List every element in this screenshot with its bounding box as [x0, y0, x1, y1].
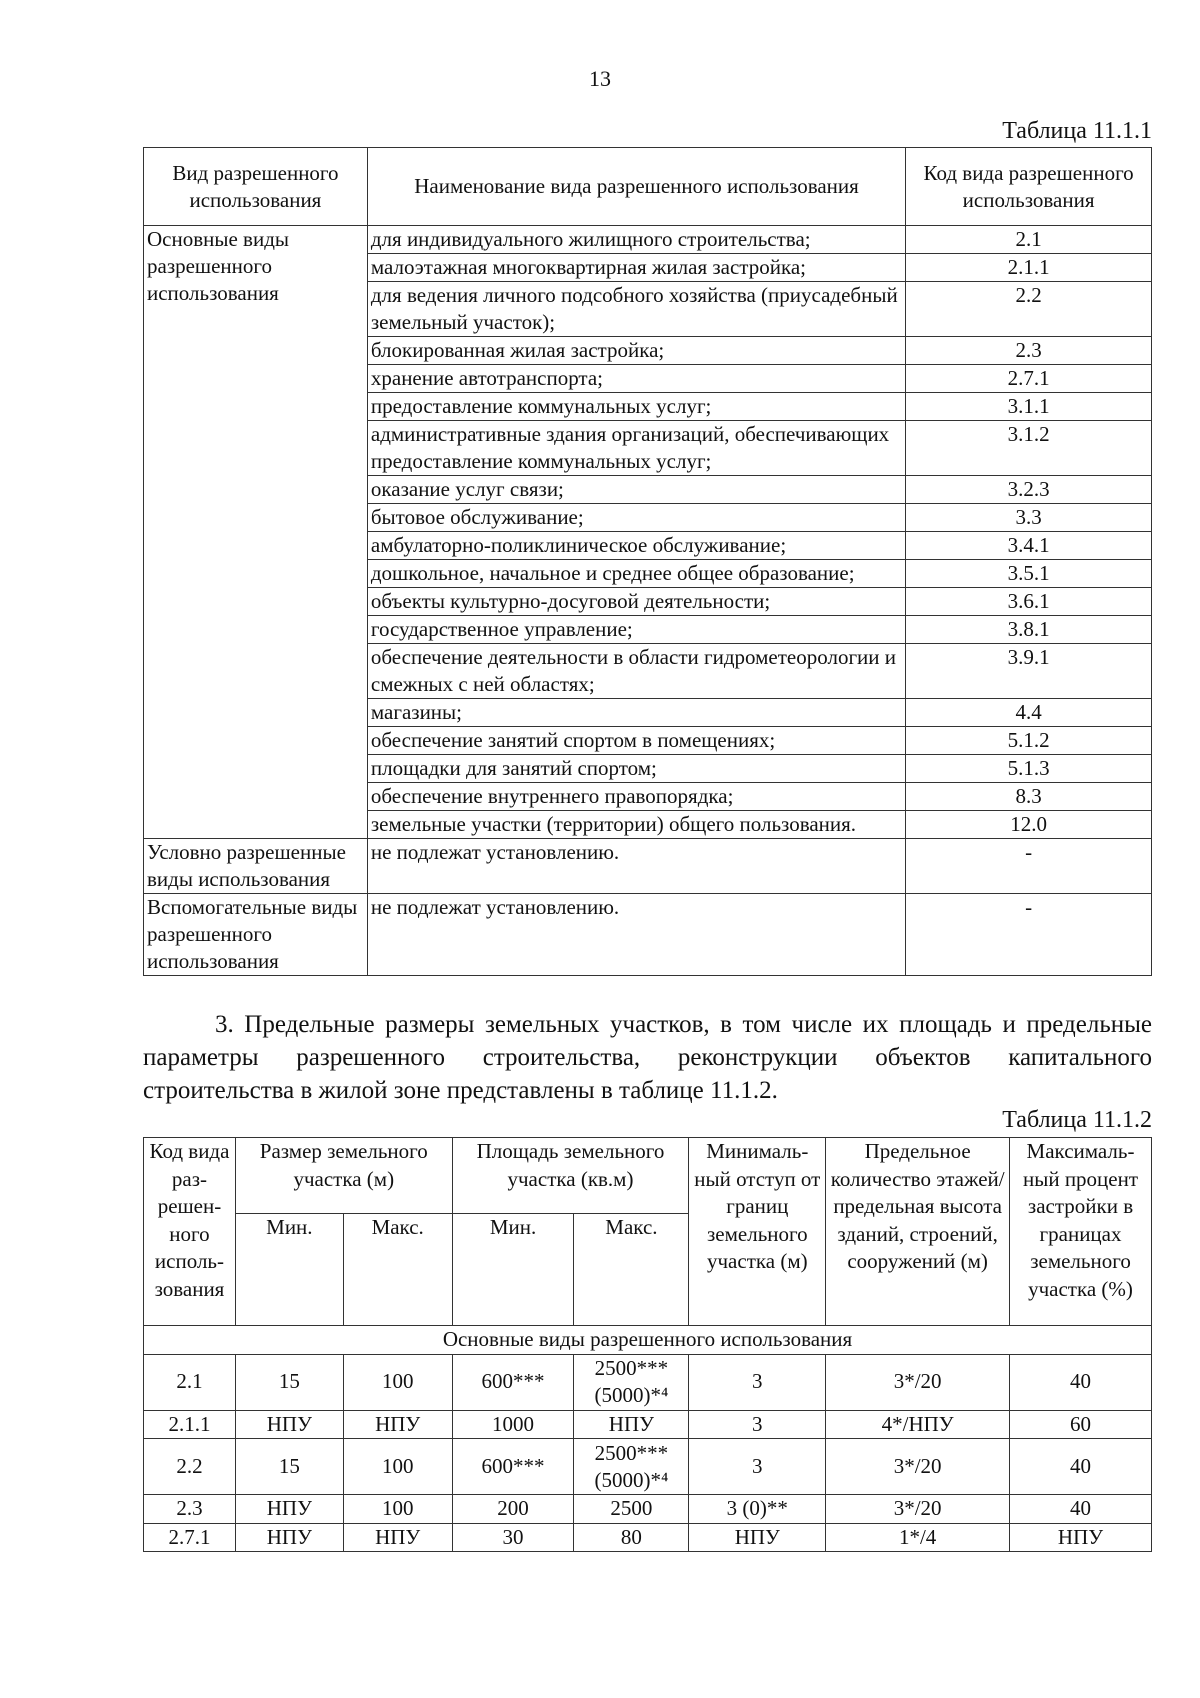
table-cell-coverage: 40 — [1010, 1495, 1152, 1524]
header-min-setback: Минималь-ный отступ от границ земельного участка (м) — [689, 1138, 826, 1326]
table-cell-setback: 3 — [689, 1354, 826, 1410]
area-max-value: НПУ — [608, 1411, 654, 1436]
table-cell-size-min: 15 — [235, 1354, 343, 1410]
table-cell-code: 4.4 — [906, 699, 1152, 727]
header-code: Код вида раз-решен-ного исполь-зования — [144, 1138, 236, 1326]
table-cell-name: блокированная жилая застройка; — [367, 337, 905, 365]
table-row — [144, 1439, 1152, 1495]
group-label-auxiliary: Вспомогательные виды разрешенного использования — [144, 894, 368, 976]
header-code: Код вида разрешенного использования — [906, 148, 1152, 226]
table-cell-code: 12.0 — [906, 811, 1152, 839]
table-cell-name: обеспечение внутреннего правопорядка; — [367, 783, 905, 811]
table-cell-name: малоэтажная многоквартирная жилая застройка; — [367, 254, 905, 282]
table-cell-code: 3.4.1 — [906, 532, 1152, 560]
table-cell-area-min: 600*** — [452, 1354, 574, 1410]
table-cell-size-min: 15 — [235, 1439, 343, 1495]
table-cell-setback: 3 — [689, 1439, 826, 1495]
table-cell-code: - — [906, 839, 1152, 894]
table-cell-code: 3.6.1 — [906, 588, 1152, 616]
table-row — [144, 1354, 1152, 1410]
table-cell-code: 2.7.1 — [906, 365, 1152, 393]
table-cell-floors: 3*/20 — [826, 1439, 1010, 1495]
table-cell-area-min: 600*** — [452, 1439, 574, 1495]
table-cell-area-max — [574, 1354, 689, 1410]
table-cell-code: 2.1 — [144, 1354, 236, 1410]
table-cell-area-max — [574, 1410, 689, 1439]
table-cell-coverage: 40 — [1010, 1439, 1152, 1495]
table-cell-area-max — [574, 1495, 689, 1524]
table-cell-setback: 3 — [689, 1410, 826, 1439]
table-cell-code: 3.1.1 — [906, 393, 1152, 421]
table-cell-area-max — [574, 1439, 689, 1495]
table-cell-name: не подлежат установлению. — [367, 839, 905, 894]
table-cell-name: административные здания организаций, обеспечивающих предоставление коммунальных услуг; — [367, 421, 905, 476]
table-row — [144, 226, 1152, 254]
header-floors: Предельное количество этажей/ предельная высота зданий, строений, сооружений (м) — [826, 1138, 1010, 1326]
table-cell-name: не подлежат установлению. — [367, 894, 905, 976]
area-max-value: 80 — [620, 1524, 642, 1549]
group-label-conditional: Условно разрешенные виды использования — [144, 839, 368, 894]
table2-caption: Таблица 11.1.2 — [1002, 1107, 1152, 1133]
table-row — [144, 1495, 1152, 1524]
table-cell-code: - — [906, 894, 1152, 976]
table-cell-name: для ведения личного подсобного хозяйства (приусадебный земельный участок); — [367, 282, 905, 337]
section-label: Основные виды разрешенного использования — [144, 1326, 1152, 1355]
table-cell-size-min: НПУ — [235, 1495, 343, 1524]
body-paragraph: 3. Предельные размеры земельных участков, в том числе их площадь и предельные параметры разрешенного строительства, реконструкции объектов капитального строительства в жилой зоне представлены в таблице 11.1.2. — [143, 1011, 1152, 1104]
table-cell-name: дошкольное, начальное и среднее общее образование; — [367, 560, 905, 588]
table-cell-area-min: 30 — [452, 1523, 574, 1552]
table-cell-code: 2.1.1 — [906, 254, 1152, 282]
table-cell-size-max: НПУ — [343, 1523, 452, 1552]
table-cell-code: 3.8.1 — [906, 616, 1152, 644]
area-max-value: 2500*** — [594, 1440, 669, 1465]
header-area-max: Макс. — [574, 1214, 689, 1326]
table-cell-code: 3.1.2 — [906, 421, 1152, 476]
table-cell-floors: 3*/20 — [826, 1495, 1010, 1524]
table-cell-floors: 4*/НПУ — [826, 1410, 1010, 1439]
header-plot-size: Размер земельного участка (м) — [235, 1138, 452, 1214]
table-cell-code: 3.3 — [906, 504, 1152, 532]
header-size-min: Мин. — [235, 1214, 343, 1326]
header-type: Вид разрешенного использования — [144, 148, 368, 226]
table-cell-name: объекты культурно-досуговой деятельности; — [367, 588, 905, 616]
page-number: 13 — [589, 66, 611, 91]
table1-caption: Таблица 11.1.1 — [1002, 118, 1152, 144]
table-cell-name: хранение автотранспорта; — [367, 365, 905, 393]
table-cell-code: 3.5.1 — [906, 560, 1152, 588]
table-cell-name: земельные участки (территории) общего пользования. — [367, 811, 905, 839]
table-cell-size-max: 100 — [343, 1439, 452, 1495]
table-cell-code: 3.9.1 — [906, 644, 1152, 699]
table-cell-name: бытовое обслуживание; — [367, 504, 905, 532]
table-cell-area-max — [574, 1523, 689, 1552]
table-cell-coverage: 40 — [1010, 1354, 1152, 1410]
table-cell-name: предоставление коммунальных услуг; — [367, 393, 905, 421]
table-cell-size-max: 100 — [343, 1354, 452, 1410]
table-cell-size-max: НПУ — [343, 1410, 452, 1439]
table-cell-name: обеспечение деятельности в области гидрометеорологии и смежных с ней областях; — [367, 644, 905, 699]
area-max-value: 2500*** — [594, 1356, 669, 1380]
table-cell-coverage: 60 — [1010, 1410, 1152, 1439]
table-cell-code: 2.3 — [144, 1495, 236, 1524]
table-cell-code: 5.1.3 — [906, 755, 1152, 783]
header-size-max: Макс. — [343, 1214, 452, 1326]
table-cell-size-min: НПУ — [235, 1410, 343, 1439]
table-cell-size-max: 100 — [343, 1495, 452, 1524]
table-cell-name: государственное управление; — [367, 616, 905, 644]
table-cell-code: 2.1 — [906, 226, 1152, 254]
table-cell-code: 8.3 — [906, 783, 1152, 811]
table-cell-code: 2.1.1 — [144, 1410, 236, 1439]
table-11-1-1 — [143, 147, 1152, 976]
table-cell-setback: НПУ — [689, 1523, 826, 1552]
table-cell-size-min: НПУ — [235, 1523, 343, 1552]
table-cell-floors: 1*/4 — [826, 1523, 1010, 1552]
header-area-min: Мин. — [452, 1214, 574, 1326]
header-plot-area: Площадь земельного участка (кв.м) — [452, 1138, 689, 1214]
table-cell-name: амбулаторно-поликлиническое обслуживание; — [367, 532, 905, 560]
table-cell-coverage: НПУ — [1010, 1523, 1152, 1552]
area-max-value: 2500 — [610, 1496, 653, 1521]
table-cell-code: 2.7.1 — [144, 1523, 236, 1552]
table-cell-code: 2.2 — [144, 1439, 236, 1495]
table-cell-name: магазины; — [367, 699, 905, 727]
header-max-coverage: Максималь-ный процент застройки в границах земельного участка (%) — [1010, 1138, 1152, 1326]
area-max-alt-value: (5000)*⁴ — [594, 1383, 669, 1407]
header-name: Наименование вида разрешенного использования — [367, 148, 905, 226]
group-label-main: Основные виды разрешенного использования — [144, 226, 368, 839]
table-row — [144, 1523, 1152, 1552]
table-cell-name: для индивидуального жилищного строительства; — [367, 226, 905, 254]
table-cell-name: площадки для занятий спортом; — [367, 755, 905, 783]
table-cell-code: 2.2 — [906, 282, 1152, 337]
table-cell-code: 5.1.2 — [906, 727, 1152, 755]
table-cell-code: 3.2.3 — [906, 476, 1152, 504]
area-max-alt-value: (5000)*⁴ — [594, 1467, 669, 1492]
table-cell-code: 2.3 — [906, 337, 1152, 365]
table-cell-floors: 3*/20 — [826, 1354, 1010, 1410]
table-11-1-2 — [143, 1137, 1152, 1552]
table-cell-name: обеспечение занятий спортом в помещениях; — [367, 727, 905, 755]
table-cell-area-min: 1000 — [452, 1410, 574, 1439]
table-cell-area-min: 200 — [452, 1495, 574, 1524]
table-cell-name: оказание услуг связи; — [367, 476, 905, 504]
table-row — [144, 1410, 1152, 1439]
table-cell-setback: 3 (0)** — [689, 1495, 826, 1524]
